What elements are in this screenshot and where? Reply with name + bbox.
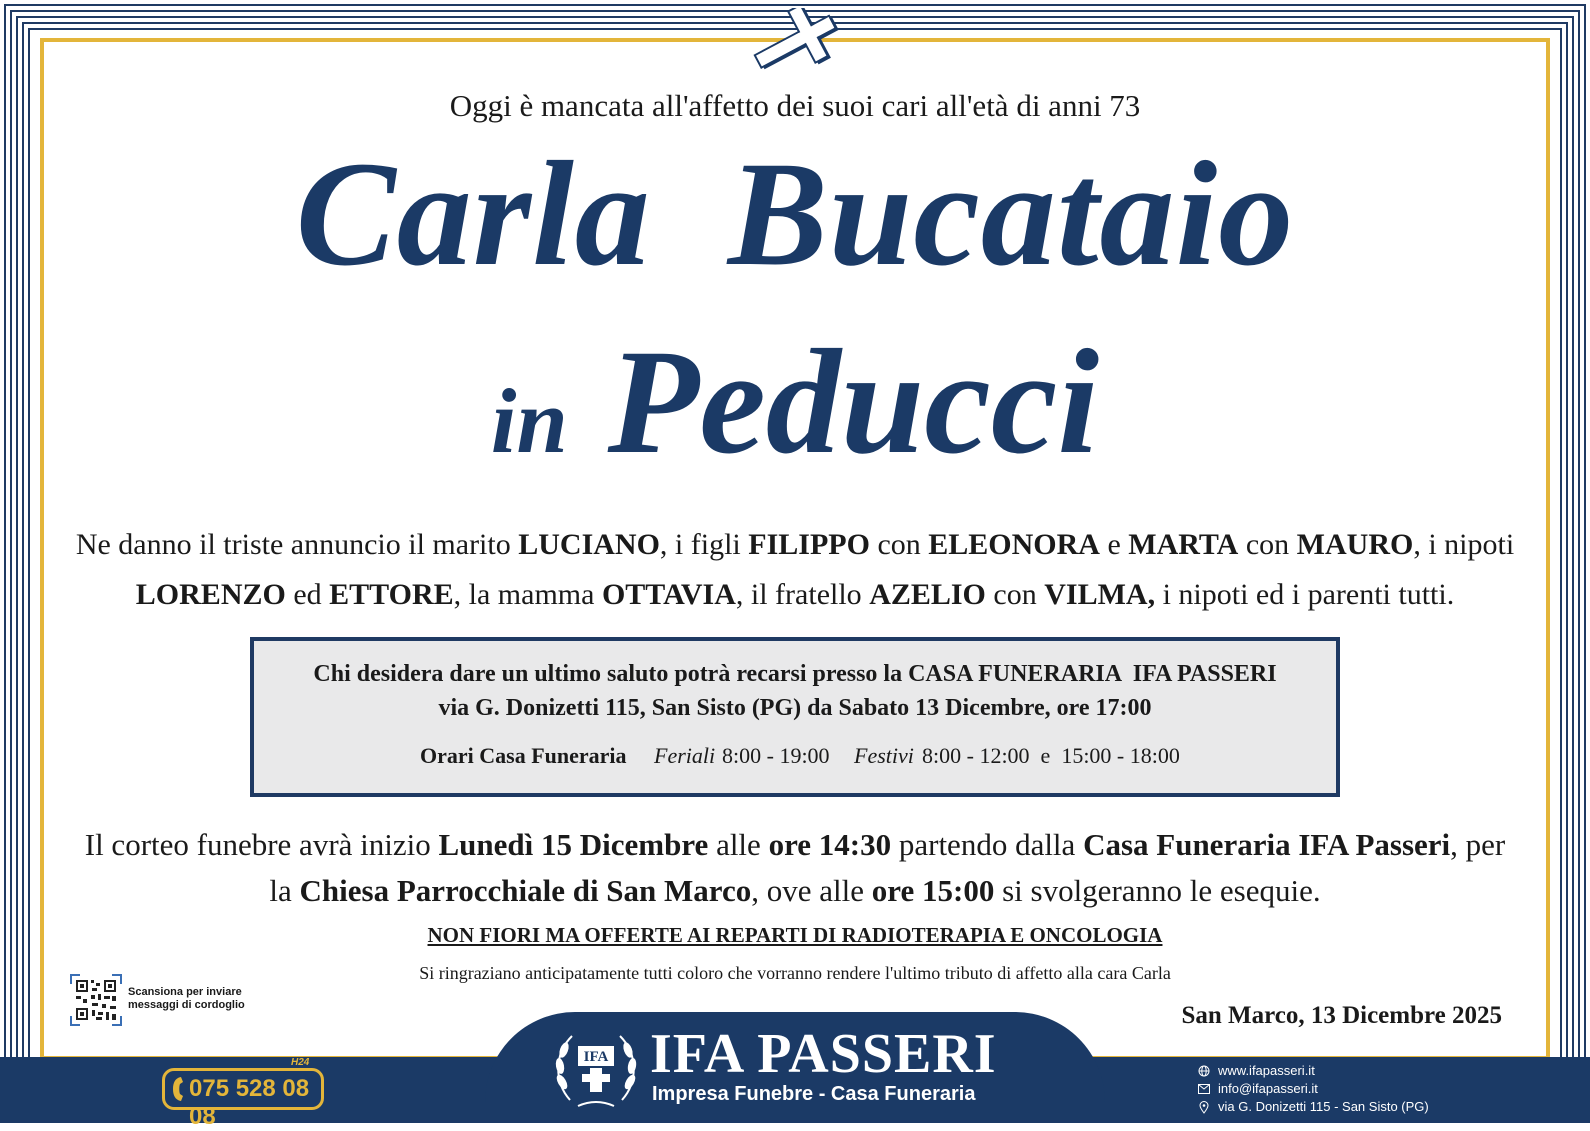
laurel-emblem-icon [548, 1020, 644, 1116]
text: , i figli [659, 528, 749, 561]
relative-name: ELEONORA [928, 528, 1100, 561]
qr-caption-line-2: messaggi di cordoglio [128, 999, 245, 1011]
text: e [1099, 528, 1129, 561]
text: ed [285, 578, 330, 611]
phone-number[interactable]: 075 528 08 08 [189, 1075, 310, 1130]
email-link[interactable]: info@ifapasseri.it [1218, 1081, 1318, 1096]
brand-subtitle: Impresa Funebre - Casa Funeraria [652, 1083, 976, 1105]
cross-icon [742, 8, 852, 78]
text: Il corteo funebre avrà inizio [84, 827, 439, 862]
relative-name: LUCIANO [518, 528, 660, 561]
ceremony-time: ore 15:00 [871, 873, 995, 908]
place-and-date: San Marco, 13 Dicembre 2025 [1181, 1002, 1502, 1029]
name-in-word: in [490, 370, 568, 472]
procession-date: Lunedì 15 Dicembre [438, 827, 709, 862]
intro-text: Oggi è mancata all'affetto dei suoi cari all'età di anni 73 [449, 88, 1141, 123]
visitation-box [250, 637, 1340, 797]
holidays-label: Festivi [854, 743, 914, 768]
phone-badge[interactable] [162, 1057, 324, 1130]
funeral-procession-text [60, 822, 1530, 914]
deceased-married-name [0, 320, 1590, 485]
weekdays-hours: 8:00 - 19:00 [722, 743, 830, 768]
mail-icon [1198, 1084, 1210, 1094]
website-row[interactable] [1198, 1062, 1429, 1080]
text: con [869, 528, 929, 561]
text: , ove alle [751, 873, 872, 908]
holidays-hours: 8:00 - 12:00 e 15:00 - 18:00 [922, 743, 1180, 768]
relative-name: MARTA [1128, 528, 1239, 561]
church-name: Chiesa Parrocchiale di San Marco [299, 873, 752, 908]
visitation-line-2: via G. Donizetti 115, San Sisto (PG) da Sabato 13 Dicembre, ore 17:00 [438, 695, 1152, 721]
location-pin-icon [1198, 1101, 1210, 1114]
deceased-name: Carla Bucataio [295, 131, 1295, 297]
relative-name: ETTORE [329, 578, 454, 611]
email-row[interactable] [1198, 1080, 1429, 1098]
emblem-text: IFA [583, 1049, 609, 1065]
relative-name: LORENZO [135, 578, 286, 611]
qr-code-icon[interactable] [70, 974, 122, 1026]
announcement-text [60, 520, 1530, 620]
address-text: via G. Donizetti 115 - San Sisto (PG) [1218, 1099, 1429, 1114]
procession-time: ore 14:30 [768, 827, 892, 862]
relative-name: MAURO [1296, 528, 1414, 561]
brand-name: IFA PASSERI [650, 1023, 997, 1085]
address-row [1198, 1098, 1429, 1116]
text: con [985, 578, 1045, 611]
globe-icon [1198, 1065, 1210, 1077]
text: , la mamma [453, 578, 602, 611]
text: , per [1450, 827, 1506, 862]
contact-info [1198, 1062, 1429, 1116]
text: , i nipoti [1413, 528, 1515, 561]
relative-name: FILIPPO [748, 528, 870, 561]
qr-caption-line-1: Scansiona per inviare [128, 986, 242, 998]
text: con [1238, 528, 1297, 561]
text: la [269, 873, 300, 908]
thanks-text: Si ringraziano anticipatamente tutti coloro che vorranno rendere l'ultimo tributo di affetto alla cara Carla [419, 963, 1171, 983]
text: partendo dalla [891, 827, 1084, 862]
text: i nipoti ed i parenti tutti. [1155, 578, 1455, 611]
relative-name: VILMA, [1044, 578, 1156, 611]
text: alle [708, 827, 769, 862]
phone-icon [171, 1075, 185, 1103]
married-surname: Peducci [607, 319, 1100, 485]
text: Ne danno il triste annuncio il marito [75, 528, 519, 561]
hours-label: Orari Casa Funeraria [420, 743, 627, 768]
website-link[interactable]: www.ifapasseri.it [1218, 1063, 1315, 1078]
h24-label: H24 [291, 1057, 310, 1068]
qr-caption [128, 986, 245, 1012]
text: si svolgeranno le esequie. [994, 873, 1321, 908]
weekdays-label: Feriali [654, 743, 716, 768]
visitation-line-1: Chi desidera dare un ultimo saluto potrà recarsi presso la CASA FUNERARIA IFA PASSERI [313, 661, 1277, 687]
text: , il fratello [735, 578, 870, 611]
relative-name: OTTAVIA [601, 578, 736, 611]
departure-place: Casa Funeraria IFA Passeri [1083, 827, 1451, 862]
relative-name: AZELIO [869, 578, 986, 611]
no-flowers-notice: NON FIORI MA OFFERTE AI REPARTI DI RADIOTERAPIA E ONCOLOGIA [427, 923, 1163, 947]
